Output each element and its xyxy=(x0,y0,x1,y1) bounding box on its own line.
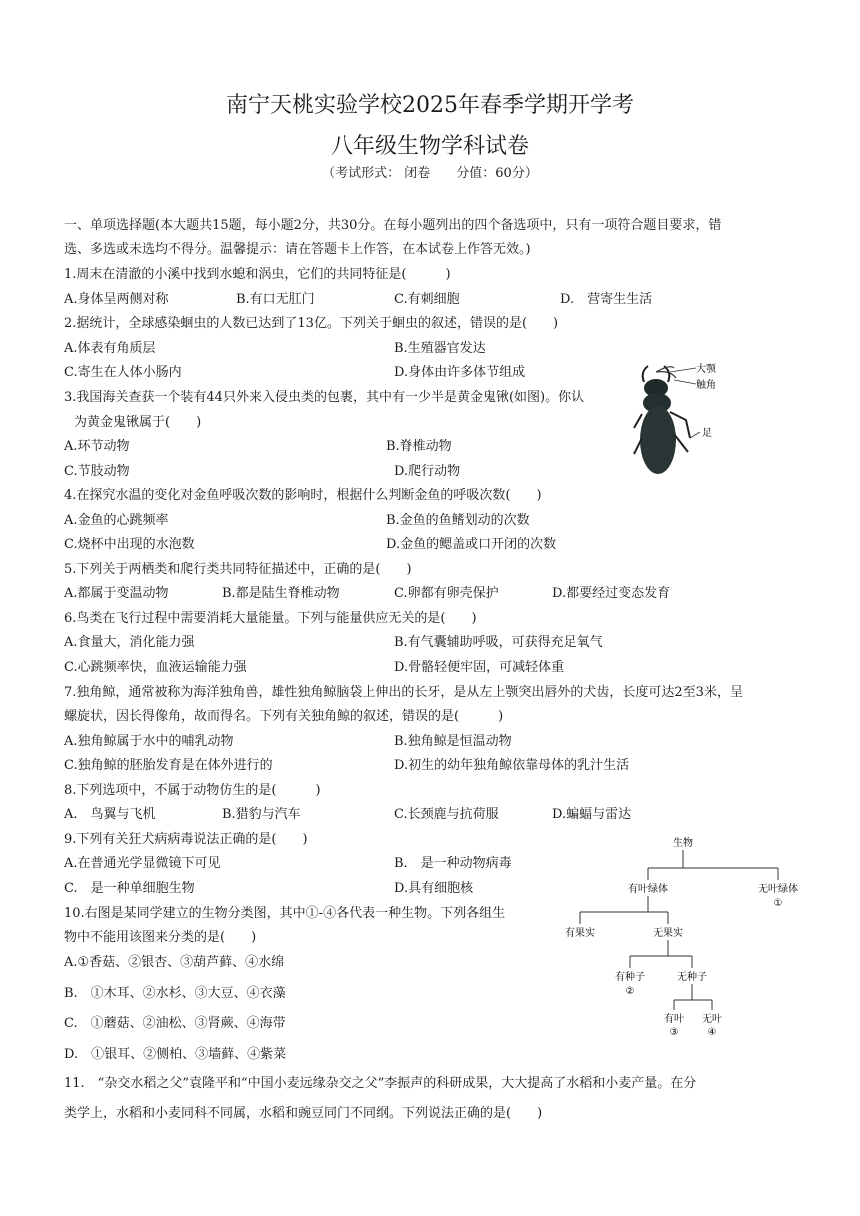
question-9-option-b: B. 是一种动物病毒 xyxy=(394,856,512,871)
question-7-option-a: A.独角鲸属于水中的哺乳动物 xyxy=(64,734,234,749)
tree-node-fruit: 有果实 xyxy=(565,928,595,939)
question-10-option-b: B. ①木耳、②水杉、③大豆、④衣藻 xyxy=(64,986,286,1001)
question-10-option-a: A.①香菇、②银杏、③葫芦藓、④水绵 xyxy=(64,955,285,970)
question-3-option-c: C.节肢动物 xyxy=(64,464,130,479)
question-4-stem: 4.在探究水温的变化对金鱼呼吸次数的影响时，根据什么判断金鱼的呼吸次数( ) xyxy=(64,488,542,503)
tree-node-no-seed: 无种子 xyxy=(677,972,707,983)
tree-node-no-leaf: 无叶 xyxy=(702,1014,722,1025)
question-10-stem-line2: 物中不能用该图来分类的是( ) xyxy=(64,930,257,945)
question-3-stem-line1: 3.我国海关查获一个装有44只外来入侵虫类的包裹，其中有一少半是黄金鬼锹(如图)。你认 xyxy=(64,390,585,405)
question-5-option-a: A.都属于变温动物 xyxy=(64,586,169,601)
question-9-option-a: A.在普通光学显微镜下可见 xyxy=(64,856,221,871)
tree-node-no-chloroplast: 无叶绿体 xyxy=(758,884,798,895)
question-5-option-c: C.卵都有卵壳保护 xyxy=(394,586,499,601)
question-3-option-b: B.脊椎动物 xyxy=(386,439,452,454)
question-9-option-d: D.具有细胞核 xyxy=(394,881,474,896)
question-4-option-d: D.金鱼的鳃盖或口开闭的次数 xyxy=(386,537,557,552)
exam-title-line2: 八年级生物学科试卷 xyxy=(330,134,529,159)
tree-num-3: ③ xyxy=(669,1027,679,1038)
question-4-option-a: A.金鱼的心跳频率 xyxy=(64,513,169,528)
question-5-option-b: B.都是陆生脊椎动物 xyxy=(222,586,340,601)
tree-node-chloroplast: 有叶绿体 xyxy=(628,884,668,895)
question-6-option-d: D.骨骼轻便牢固，可减轻体重 xyxy=(394,660,565,675)
question-8-option-a: A. 鸟翼与飞机 xyxy=(64,807,156,822)
exam-info: （考试形式： 闭卷 分值：60分） xyxy=(322,166,538,181)
question-9-stem: 9.下列有关狂犬病病毒说法正确的是( ) xyxy=(64,832,308,847)
question-2-option-c: C.寄生在人体小肠内 xyxy=(64,365,182,380)
question-5-stem: 5.下列关于两栖类和爬行类共同特征描述中，正确的是( ) xyxy=(64,562,412,577)
question-7-option-b: B.独角鲸是恒温动物 xyxy=(394,734,512,749)
question-2-option-a: A.体表有角质层 xyxy=(64,341,156,356)
question-7-stem-line2: 螺旋状，因长得像角，故而得名。下列有关独角鲸的叙述，错误的是( ) xyxy=(64,709,504,724)
tree-node-seed: 有种子 xyxy=(615,972,645,983)
section-intro-line1: 一、单项选择题(本大题共15题，每小题2分，共30分。在每小题列出的四个备选项中，只有一项符合题目要求，错 xyxy=(64,218,722,233)
question-7-option-d: D.初生的幼年独角鲸依靠母体的乳汁生活 xyxy=(394,758,630,773)
question-8-option-c: C.长颈鹿与抗荷服 xyxy=(394,807,499,822)
classification-diagram xyxy=(556,828,806,1038)
question-8-option-d: D.蝙蝠与雷达 xyxy=(552,807,632,822)
question-1-stem: 1.周末在清澈的小溪中找到水螅和涡虫，它们的共同特征是( ) xyxy=(64,267,451,282)
question-9-option-c: C. 是一种单细胞生物 xyxy=(64,881,195,896)
question-1-option-d: D. 营寄生生活 xyxy=(560,292,653,307)
tree-node-leaf: 有叶 xyxy=(664,1014,684,1025)
beetle-label-leg: 足 xyxy=(702,428,712,439)
question-5-option-d: D.都要经过变态发育 xyxy=(552,586,671,601)
question-10-stem-line1: 10.右图是某同学建立的生物分类图，其中①-④各代表一种生物。下列各组生 xyxy=(64,906,506,921)
question-1-option-a: A.身体呈两侧对称 xyxy=(64,292,169,307)
question-7-stem-line1: 7.独角鲸，通常被称为海洋独角兽，雄性独角鲸脑袋上伸出的长牙，是从左上颚突出唇外的犬齿，长度可达2至3米，呈 xyxy=(64,685,743,700)
question-6-option-c: C.心跳频率快，血液运输能力强 xyxy=(64,660,247,675)
question-3-option-a: A.环节动物 xyxy=(64,439,130,454)
beetle-label-antenna: 触角 xyxy=(696,380,716,391)
question-3-option-d: D.爬行动物 xyxy=(394,464,461,479)
beetle-label-mandible: 大颚 xyxy=(696,364,716,375)
question-2-option-b: B.生殖器官发达 xyxy=(394,341,486,356)
exam-title-line1: 南宁天桃实验学校2025年春季学期开学考 xyxy=(226,93,634,118)
question-8-option-b: B.猎豹与汽车 xyxy=(222,807,301,822)
tree-num-4: ④ xyxy=(707,1027,717,1038)
question-4-option-c: C.烧杯中出现的水泡数 xyxy=(64,537,195,552)
question-2-option-d: D.身体由许多体节组成 xyxy=(394,365,526,380)
question-11-stem-line2: 类学上，水稻和小麦同科不同属，水稻和豌豆同门不同纲。下列说法正确的是( ) xyxy=(64,1106,543,1121)
classification-tree xyxy=(556,828,806,1038)
question-4-option-b: B.金鱼的鱼鳍划动的次数 xyxy=(386,513,530,528)
question-1-option-c: C.有刺细胞 xyxy=(394,292,460,307)
tree-num-1: ① xyxy=(773,898,783,909)
question-6-option-a: A.食量大，消化能力强 xyxy=(64,635,195,650)
question-10-option-d: D. ①银耳、②侧柏、③墙藓、④紫菜 xyxy=(64,1047,287,1062)
question-6-stem: 6.鸟类在飞行过程中需要消耗大量能量。下列与能量供应无关的是( ) xyxy=(64,611,477,626)
question-8-stem: 8.下列选项中，不属于动物仿生的是( ) xyxy=(64,783,321,798)
tree-num-2: ② xyxy=(625,986,635,997)
question-7-option-c: C.独角鲸的胚胎发育是在体外进行的 xyxy=(64,758,273,773)
question-1-option-b: B.有口无肛门 xyxy=(236,292,315,307)
question-3-stem-line2: 为黄金鬼锹属于( ) xyxy=(74,415,202,430)
question-6-option-b: B.有气囊辅助呼吸，可获得充足氧气 xyxy=(394,635,603,650)
tree-root-label: 生物 xyxy=(673,838,693,849)
beetle-figure xyxy=(630,358,720,480)
question-2-stem: 2.据统计，全球感染蛔虫的人数已达到了13亿。下列关于蛔虫的叙述，错误的是( ) xyxy=(64,316,559,331)
question-10-option-c: C. ①蘑菇、②油松、③肾蕨、④海带 xyxy=(64,1016,286,1031)
section-intro-line2: 选、多选或未选均不得分。温馨提示：请在答题卡上作答，在本试卷上作答无效。) xyxy=(64,242,531,257)
question-11-stem-line1: 11. “杂交水稻之父”袁隆平和“中国小麦远缘杂交之父”李振声的科研成果，大大提高了水稻和小麦产量。在分 xyxy=(64,1076,697,1091)
tree-node-no-fruit: 无果实 xyxy=(653,928,683,939)
beetle-icon xyxy=(630,358,720,480)
